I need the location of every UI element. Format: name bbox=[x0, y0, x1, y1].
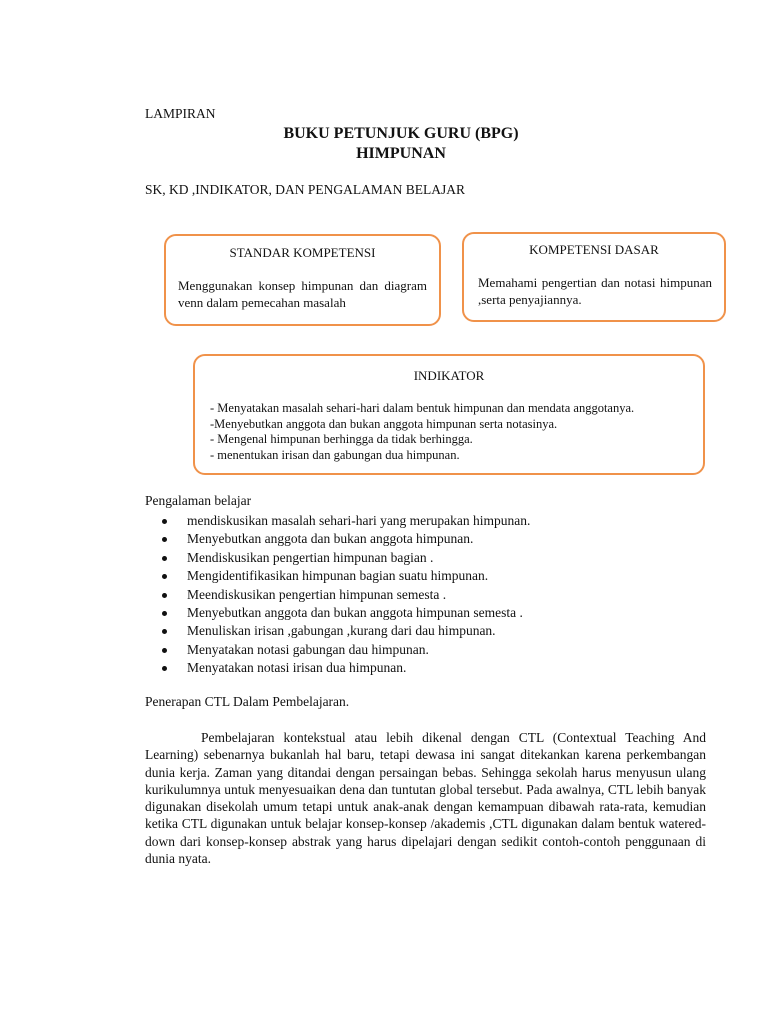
section-heading-sk-kd: SK, KD ,INDIKATOR, DAN PENGALAMAN BELAJAR bbox=[145, 182, 466, 197]
document-subtitle: HIMPUNAN bbox=[356, 145, 446, 162]
ctl-paragraph: Pembelajaran kontekstual atau lebih dikenal dengan CTL (Contextual Teaching And Learning) sebenarnya bukanlah hal baru, tetapi dewasa ini sangat ditekankan karena perkembangan dunia kerja. Zaman yang ditandai dengan persaingan bebas. Sehingga sekolah harus menyusun ulang kurikulumnya untuk menyesuaikan dena dan tuntutan global tersebut. Pada awalnya, CTL lebih banyak digunakan disekolah umum tetapi untuk anak-anak dengan kemampuan dibawah rata-rata, kemudian ketika CTL digunakan untuk belajar konsep-konsep /akademis ,CTL digunakan dalam bentuk watered-down dari konsep-konsep abstrak yang harus dipelajari dengan sedikit contoh-contoh penggunaan di dunia nyata. bbox=[145, 730, 706, 867]
list-item: Menyatakan notasi irisan dua himpunan. bbox=[158, 659, 530, 677]
ctl-heading: Penerapan CTL Dalam Pembelajaran. bbox=[145, 694, 350, 709]
standar-kompetensi-body: Menggunakan konsep himpunan dan diagram venn dalam pemecahan masalah bbox=[178, 278, 427, 310]
standar-kompetensi-title: STANDAR KOMPETENSI bbox=[229, 245, 376, 260]
standar-kompetensi-box bbox=[164, 234, 441, 326]
pengalaman-heading: Pengalaman belajar bbox=[145, 493, 252, 508]
list-item: Mengidentifikasikan himpunan bagian suatu himpunan. bbox=[158, 567, 530, 585]
list-item: Menyebutkan anggota dan bukan anggota himpunan semesta . bbox=[158, 604, 530, 622]
indikator-item: - Mengenal himpunan berhingga da tidak berhingga. bbox=[210, 432, 473, 446]
list-item: Mendiskusikan pengertian himpunan bagian . bbox=[158, 549, 530, 567]
list-item: Meendiskusikan pengertian himpunan semesta . bbox=[158, 586, 530, 604]
kompetensi-dasar-box bbox=[462, 232, 726, 322]
indikator-item: - Menyatakan masalah sehari-hari dalam bentuk himpunan dan mendata anggotanya. bbox=[210, 401, 635, 415]
lampiran-label: LAMPIRAN bbox=[145, 106, 216, 121]
list-item: Menyebutkan anggota dan bukan anggota himpunan. bbox=[158, 530, 530, 548]
indikator-box bbox=[193, 354, 705, 475]
list-item: Menuliskan irisan ,gabungan ,kurang dari dau himpunan. bbox=[158, 622, 530, 640]
document-title: BUKU PETUNJUK GURU (BPG) bbox=[283, 125, 519, 142]
kompetensi-dasar-title: KOMPETENSI DASAR bbox=[529, 242, 659, 257]
list-item: mendiskusikan masalah sehari-hari yang merupakan himpunan. bbox=[158, 512, 530, 530]
indikator-title: INDIKATOR bbox=[413, 368, 485, 383]
list-item: Menyatakan notasi gabungan dau himpunan. bbox=[158, 641, 530, 659]
pengalaman-list bbox=[158, 512, 530, 678]
kompetensi-dasar-body: Memahami pengertian dan notasi himpunan ,serta penyajiannya. bbox=[478, 275, 712, 307]
indikator-item: - menentukan irisan dan gabungan dua himpunan. bbox=[210, 447, 460, 462]
indikator-list bbox=[210, 401, 693, 463]
indikator-item: -Menyebutkan anggota dan bukan anggota himpunan serta notasinya. bbox=[210, 416, 558, 431]
